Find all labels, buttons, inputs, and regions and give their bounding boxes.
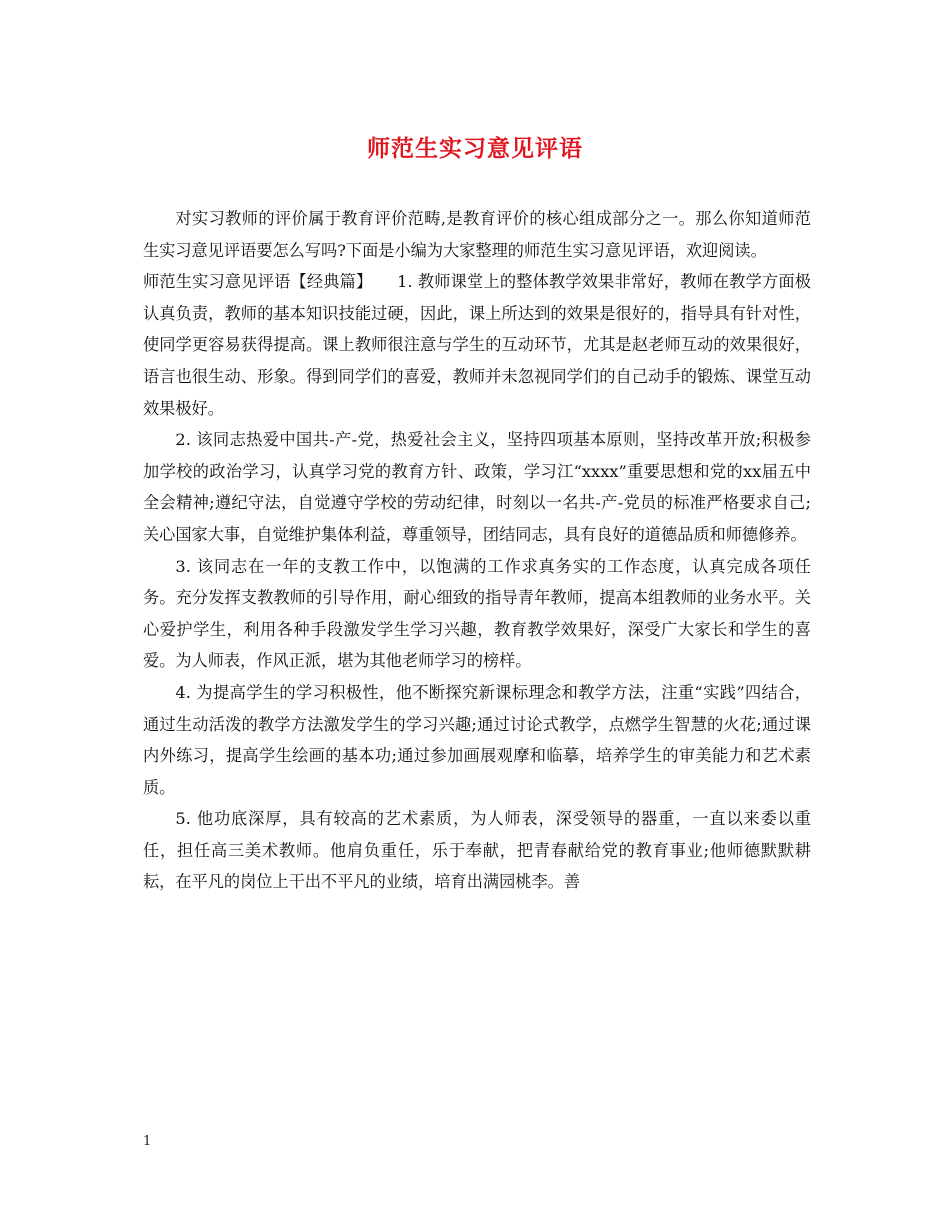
document-body xyxy=(143,203,811,898)
document-title: 师范生实习意见评语 xyxy=(367,135,583,162)
paragraph-5: 5. 他功底深厚，具有较高的艺术素质，为人师表，深受领导的器重，一直以来委以重任，担任高三美术教师。他肩负重任，乐于奉献，把青春献给党的教育事业;他师德默默耕耘，在平凡的岗位上干出不平凡的业绩，培育出满园桃李。善 xyxy=(143,809,811,892)
paragraph-3: 3. 该同志在一年的支教工作中，以饱满的工作求真务实的工作态度，认真完成各项任务。充分发挥支教教师的引导作用，耐心细致的指导青年教师，提高本组教师的业务水平。关心爱护学生，利用各种手段激发学生学习兴趣，教育教学效果好，深受广大家长和学生的喜爱。为人师表，作风正派，堪为其他老师学习的榜样。 xyxy=(143,556,811,671)
paragraph-4: 4. 为提高学生的学习积极性，他不断探究新课标理念和教学方法，注重“实践”四结合，通过生动活泼的教学方法激发学生的学习兴趣;通过讨论式教学，点燃学生智慧的火花;通过课内外练习，提高学生绘画的基本功;通过参加画展观摩和临摹，培养学生的审美能力和艺术素质。 xyxy=(143,682,811,797)
paragraph-intro: 对实习教师的评价属于教育评价范畴,是教育评价的核心组成部分之一。那么你知道师范生实习意见评语要怎么写吗?下面是小编为大家整理的师范生实习意见评语，欢迎阅读。 xyxy=(143,209,811,260)
paragraph-classic-1: 师范生实习意见评语【经典篇】 1. 教师课堂上的整体教学效果非常好，教师在教学方面极认真负责，教师的基本知识技能过硬，因此，课上所达到的效果是很好的，指导具有针对性，使同学更容易获得提高。课上教师很注意与学生的互动环节，尤其是赵老师互动的效果很好，语言也很生动、形象。得到同学们的喜爱，教师并未忽视同学们的自己动手的锻炼、课堂互动效果极好。 xyxy=(143,272,811,418)
page-number: 1 xyxy=(143,1134,152,1149)
paragraph-2: 2. 该同志热爱中国共-产-党，热爱社会主义，坚持四项基本原则，坚持改革开放;积极参加学校的政治学习，认真学习党的教育方针、政策，学习江“xxxx”重要思想和党的xx届五中全会精神;遵纪守法，自觉遵守学校的劳动纪律，时刻以一名共-产-党员的标准严格要求自己;关心国家大事，自觉维护集体利益，尊重领导，团结同志，具有良好的道德品质和师德修养。 xyxy=(143,430,811,544)
